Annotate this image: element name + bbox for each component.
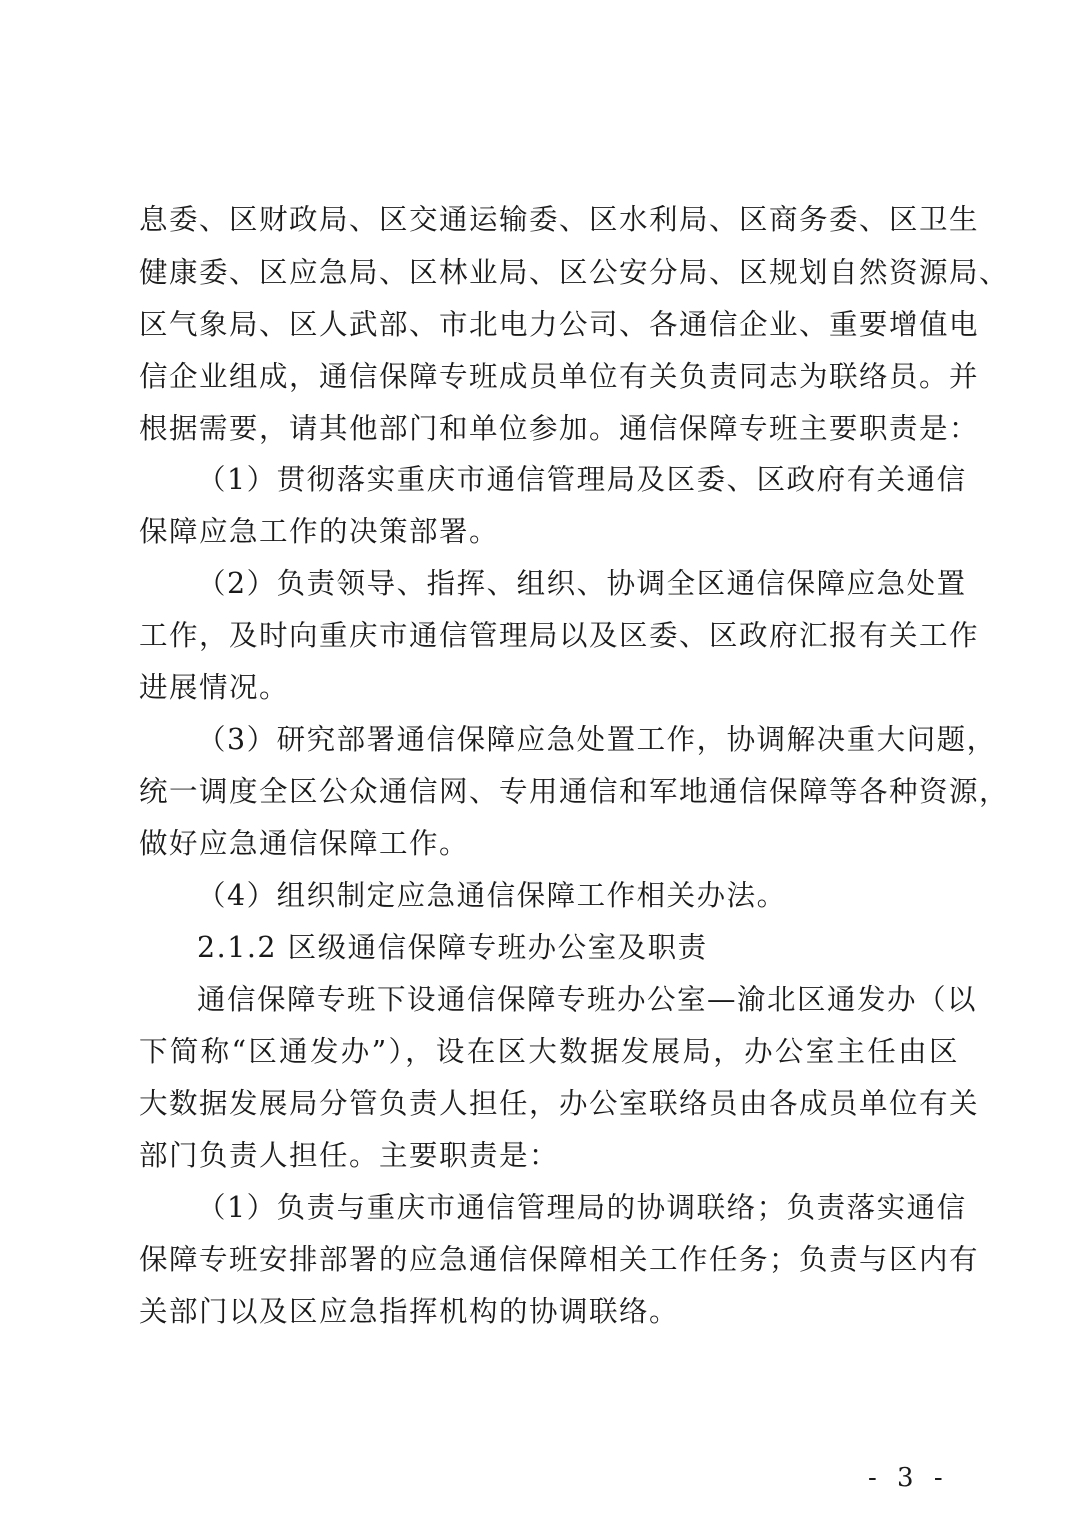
page-number: - 3 - <box>868 1463 949 1493</box>
text-line: 信企业组成，通信保障专班成员单位有关负责同志为联络员。并 <box>139 360 980 393</box>
text-line: 关部门以及区应急指挥机构的协调联络。 <box>139 1295 680 1328</box>
text-line: （1）贯彻落实重庆市通信管理局及区委、区政府有关通信 <box>197 463 967 496</box>
text-line: 通信保障专班下设通信保障专班办公室—渝北区通发办（以 <box>197 983 978 1016</box>
text-line: 息委、区财政局、区交通运输委、区水利局、区商务委、区卫生 <box>139 203 980 236</box>
text-line: 进展情况。 <box>139 671 290 704</box>
text-line: 部门负责人担任。主要职责是： <box>139 1139 560 1172</box>
text-line: 做好应急通信保障工作。 <box>139 827 470 860</box>
text-line: （4）组织制定应急通信保障工作相关办法。 <box>197 879 787 912</box>
text-line: 保障专班安排部署的应急通信保障相关工作任务；负责与区内有 <box>139 1243 980 1276</box>
text-line: 健康委、区应急局、区林业局、区公安分局、区规划自然资源局、 <box>139 256 1010 289</box>
text-line: 统一调度全区公众通信网、专用通信和军地通信保障等各种资源， <box>139 775 1010 808</box>
text-line: （3）研究部署通信保障应急处置工作，协调解决重大问题， <box>197 723 997 756</box>
text-line: 下简称“区通发办”），设在区大数据发展局，办公室主任由区 <box>139 1035 959 1068</box>
text-line: 根据需要，请其他部门和单位参加。通信保障专班主要职责是： <box>139 412 980 445</box>
section-heading: 2.1.2 区级通信保障专班办公室及职责 <box>197 931 708 964</box>
text-line: 保障应急工作的决策部署。 <box>139 515 500 548</box>
text-line: 区气象局、区人武部、市北电力公司、各通信企业、重要增值电 <box>139 308 980 341</box>
text-line: 大数据发展局分管负责人担任，办公室联络员由各成员单位有关 <box>139 1087 980 1120</box>
text-line: （1）负责与重庆市通信管理局的协调联络；负责落实通信 <box>197 1191 967 1224</box>
text-line: 工作，及时向重庆市通信管理局以及区委、区政府汇报有关工作 <box>139 619 980 652</box>
text-line: （2）负责领导、指挥、组织、协调全区通信保障应急处置 <box>197 567 967 600</box>
